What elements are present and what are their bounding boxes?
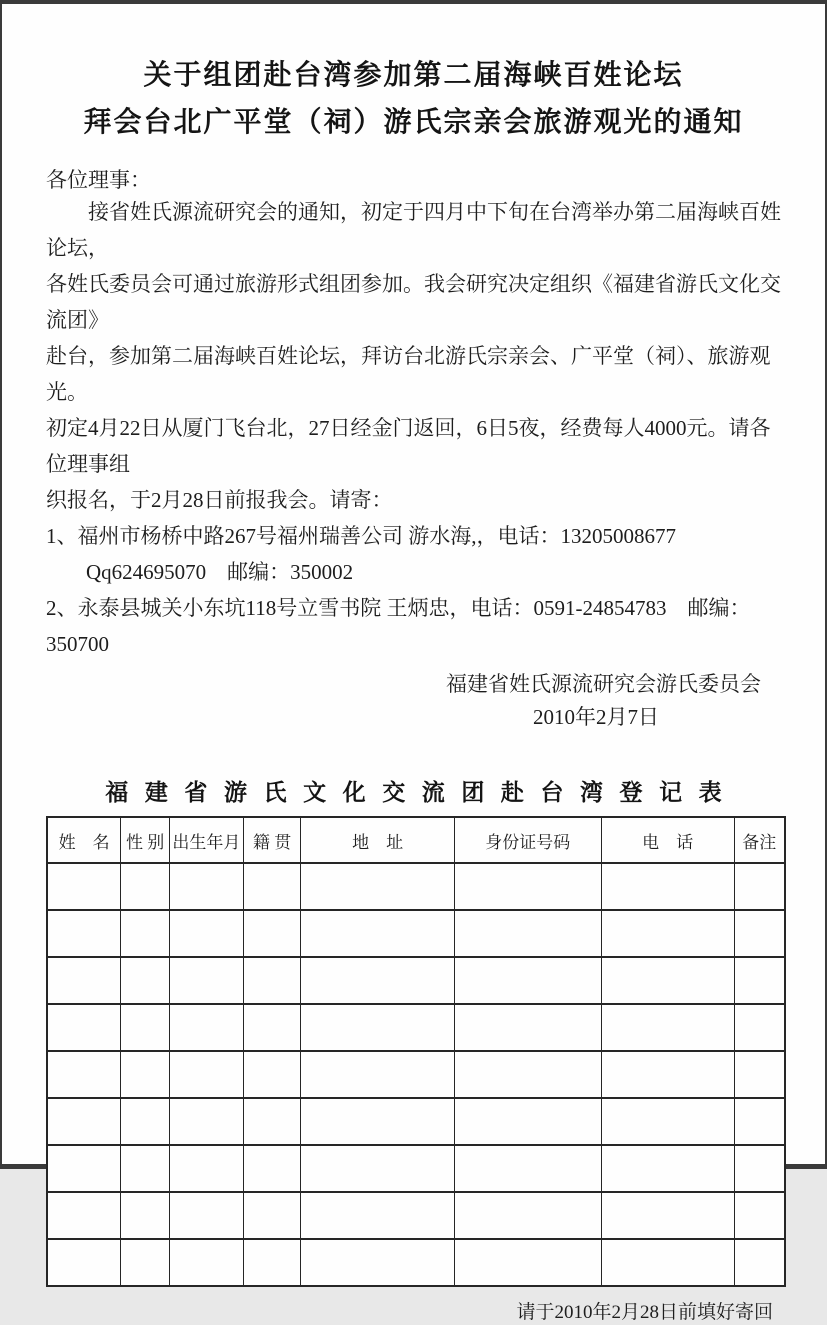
title-line-2: 拜会台北广平堂（祠）游氏宗亲会旅游观光的通知 xyxy=(83,107,744,138)
empty-cell xyxy=(170,1145,244,1192)
document-title xyxy=(46,4,781,146)
body-line: 赴台，参加第二届海峡百姓论坛，拜访台北游氏宗亲会、广平堂（祠）、旅游观光。 xyxy=(46,344,771,404)
empty-cell xyxy=(734,1192,785,1239)
empty-cell xyxy=(243,1004,301,1051)
empty-cell xyxy=(734,863,785,910)
empty-cell xyxy=(243,1051,301,1098)
empty-cell xyxy=(301,1145,455,1192)
empty-cell xyxy=(243,863,301,910)
signature-org: 福建省姓氏源流研究会游氏委员会 xyxy=(446,672,761,696)
empty-cell xyxy=(121,1098,170,1145)
header-address: 地 址 xyxy=(301,817,455,863)
empty-cell xyxy=(734,910,785,957)
empty-cell xyxy=(454,1098,601,1145)
empty-cell xyxy=(734,1004,785,1051)
empty-cell xyxy=(243,957,301,1004)
empty-cell xyxy=(121,1004,170,1051)
empty-cell xyxy=(170,1098,244,1145)
empty-cell xyxy=(601,863,734,910)
table-row xyxy=(47,910,785,957)
empty-cell xyxy=(734,1098,785,1145)
empty-cell xyxy=(734,957,785,1004)
empty-cell xyxy=(47,1098,121,1145)
header-phone: 电 话 xyxy=(601,817,734,863)
body-line: 各姓氏委员会可通过旅游形式组团参加。我会研究决定组织《福建省游氏文化交流团》 xyxy=(46,272,781,332)
body-line: 初定4月22日从厦门飞台北，27日经金门返回，6日5夜，经费每人4000元。请各位理事组 xyxy=(46,416,771,476)
page-content xyxy=(2,4,825,1325)
empty-cell xyxy=(301,1004,455,1051)
table-row xyxy=(47,1239,785,1286)
contact-line-1-continued: Qq624695070 邮编：350002 xyxy=(86,560,354,584)
empty-cell xyxy=(601,1239,734,1286)
empty-cell xyxy=(601,957,734,1004)
empty-cell xyxy=(454,863,601,910)
body-line: 织报名，于2月28日前报我会。请寄： xyxy=(46,488,393,512)
empty-cell xyxy=(121,1192,170,1239)
empty-cell xyxy=(170,957,244,1004)
empty-cell xyxy=(301,1239,455,1286)
empty-cell xyxy=(243,1145,301,1192)
registration-table xyxy=(46,816,786,1287)
empty-cell xyxy=(170,1192,244,1239)
header-gender: 性 别 xyxy=(121,817,170,863)
salutation: 各位理事： xyxy=(46,168,151,192)
header-native-place: 籍 贯 xyxy=(243,817,301,863)
title-line-1: 关于组团赴台湾参加第二届海峡百姓论坛 xyxy=(143,60,684,91)
empty-cell xyxy=(734,1145,785,1192)
contact-line-1: 1、福州市杨桥中路267号福州瑞善公司 游水海,，电话：13205008677 xyxy=(46,524,676,548)
body-line: 接省姓氏源流研究会的通知，初定于四月中下旬在台湾举办第二届海峡百姓论坛， xyxy=(46,200,781,260)
empty-cell xyxy=(121,957,170,1004)
empty-cell xyxy=(454,1239,601,1286)
empty-cell xyxy=(301,1192,455,1239)
header-remarks: 备注 xyxy=(734,817,785,863)
empty-cell xyxy=(301,957,455,1004)
empty-cell xyxy=(47,1239,121,1286)
empty-cell xyxy=(47,863,121,910)
empty-cell xyxy=(454,1004,601,1051)
empty-cell xyxy=(243,1098,301,1145)
empty-cell xyxy=(121,1145,170,1192)
empty-cell xyxy=(170,910,244,957)
empty-cell xyxy=(454,910,601,957)
empty-cell xyxy=(601,1004,734,1051)
table-row xyxy=(47,1145,785,1192)
empty-cell xyxy=(601,1145,734,1192)
empty-cell xyxy=(454,1051,601,1098)
table-row xyxy=(47,1192,785,1239)
empty-cell xyxy=(601,910,734,957)
registration-table-body xyxy=(47,863,785,1286)
table-row xyxy=(47,863,785,910)
empty-cell xyxy=(121,910,170,957)
contact-list xyxy=(46,518,781,662)
empty-cell xyxy=(601,1098,734,1145)
empty-cell xyxy=(243,910,301,957)
header-birthdate: 出生年月 xyxy=(170,817,244,863)
empty-cell xyxy=(170,1051,244,1098)
empty-cell xyxy=(121,863,170,910)
empty-cell xyxy=(301,863,455,910)
empty-cell xyxy=(734,1239,785,1286)
empty-cell xyxy=(454,1145,601,1192)
empty-cell xyxy=(47,957,121,1004)
table-row xyxy=(47,1004,785,1051)
empty-cell xyxy=(47,1192,121,1239)
empty-cell xyxy=(301,910,455,957)
empty-cell xyxy=(454,957,601,1004)
empty-cell xyxy=(301,1051,455,1098)
empty-cell xyxy=(170,863,244,910)
empty-cell xyxy=(243,1192,301,1239)
empty-cell xyxy=(734,1051,785,1098)
empty-cell xyxy=(47,1145,121,1192)
empty-cell xyxy=(454,1192,601,1239)
table-row xyxy=(47,1098,785,1145)
signature-date: 2010年2月7日 xyxy=(533,705,659,729)
empty-cell xyxy=(601,1051,734,1098)
footer-note: 请于2010年2月28日前填好寄回 xyxy=(516,1302,773,1323)
header-id-number: 身份证号码 xyxy=(454,817,601,863)
empty-cell xyxy=(601,1192,734,1239)
table-row xyxy=(47,1051,785,1098)
registration-table-title: 福建省游氏文化交流团赴台湾登记表 xyxy=(105,780,739,805)
empty-cell xyxy=(301,1098,455,1145)
header-name: 姓 名 xyxy=(47,817,121,863)
table-row xyxy=(47,957,785,1004)
empty-cell xyxy=(47,1051,121,1098)
body-paragraph xyxy=(46,194,781,518)
empty-cell xyxy=(121,1051,170,1098)
empty-cell xyxy=(243,1239,301,1286)
empty-cell xyxy=(121,1239,170,1286)
empty-cell xyxy=(47,910,121,957)
empty-cell xyxy=(170,1004,244,1051)
table-header-row xyxy=(47,817,785,863)
empty-cell xyxy=(170,1239,244,1286)
contact-line-2: 2、永泰县城关小东坑118号立雪书院 王炳忠，电话：0591-24854783 邮编：350700 xyxy=(46,596,751,656)
empty-cell xyxy=(47,1004,121,1051)
